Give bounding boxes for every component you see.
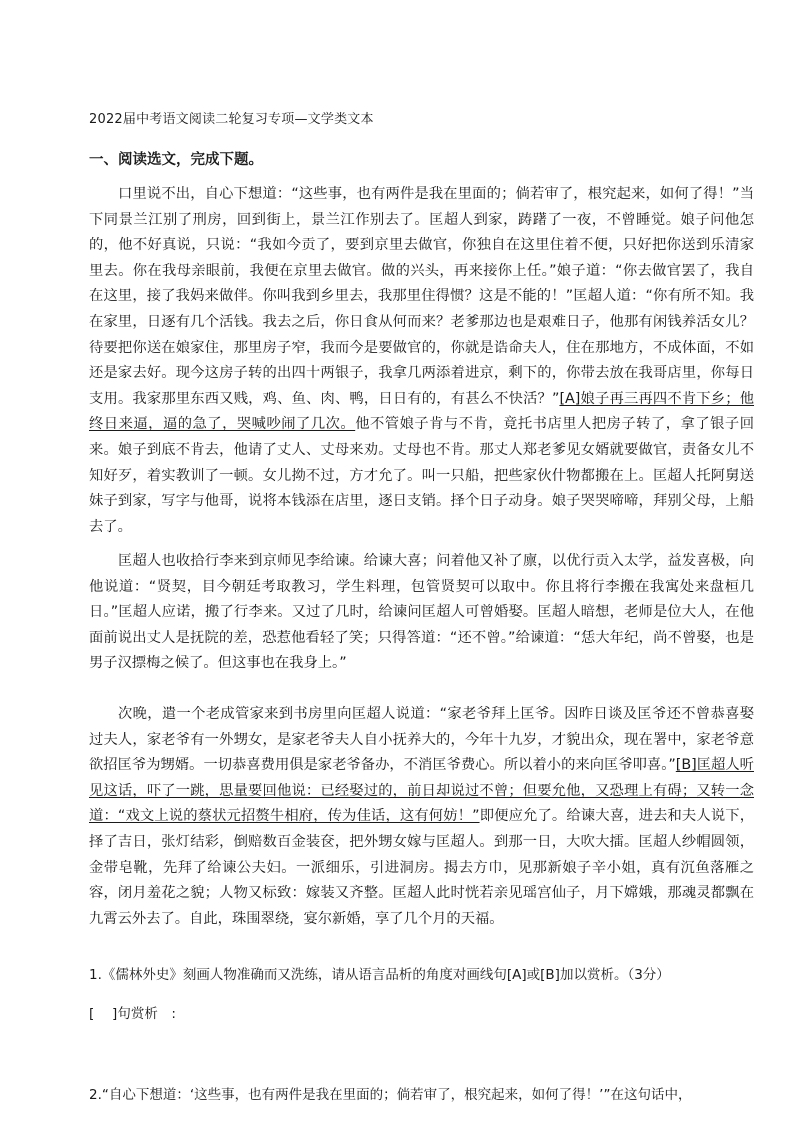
section-heading: 一、阅读选文，完成下题。 [89,152,263,168]
paragraph-3-text-b: 即便应允了。给谏大喜，进去和夫人说下，择了吉日，张灯结彩，倒赔数百金装奁，把外甥女嫁与匡超人。到那一日，大吹大擂。匡超人纱帽圆领，金带皂靴，先拜了给谏公夫妇。一派细乐，引进洞房。揭去方巾，见那新娘子辛小姐，真有沉鱼落雁之容，闭月羞花之貌；人物又标致：嫁装又齐整。匡超人此时恍若亲见瑶宫仙子，月下嫦娥，那魂灵都飘在九霄云外去了。自此，珠围翠绕，宴尔新婚，享了几个月的天福。 [89,808,755,927]
paragraph-1-text-a: 口里说不出，自心下想道：“这些事，也有两件是我在里面的；倘若审了，根究起来，如何了得！”当下同景兰江别了刑房，回到街上，景兰江作别去了。匡超人到家，踌躇了一夜，不曾睡觉。娘子问他怎的，他不好真说，只说：“我如今贡了，要到京里去做官，你独自在这里住着不便，只好把你送到乐清家里去。你在我母亲眼前，我便在京里去做官。做的兴头，再来接你上任。”娘子道：“你去做官罢了，我自在这里，接了我妈来做伴。你叫我到乡里去，我那里住得惯？这是不能的！”匡超人道：“你有所不知。我在家里，日逐有几个活钱。我去之后，你日食从何而来？老爹那边也是艰难日子，他那有闲钱养活女儿？待要把你送在娘家住，那里房子窄，我而今是要做官的，你就是诰命夫人，住在那地方，不成体面，不如还是家去好。现今这房子转的出四十两银子，我拿几两添着进京，剩下的，你带去放在我哥店里，你每日支用。我家那里东西又贱，鸡、鱼、肉、鸭，日日有的，有甚么不快活？” [89,186,754,407]
underlined-sentence-a: [A]娘子再三再四不肯下乡；他终日来逼，逼的急了，哭喊吵闹了几次。 [89,390,755,433]
question-1-answer-line: [ ]句赏析 : [89,1006,176,1022]
question-2: 2.“自心下想道：‘这些事，也有两件是我在里面的；倘若审了，根究起来，如何了得！’”在这句话中， [89,1087,692,1103]
paragraph-1-text-b: 他不管娘子肯与不肯，竟托书店里人把房子转了，拿了银子回来。娘子到底不肯去，他请了丈人、丈母来劝。丈母也不肯。那丈人郑老爹见女婿就要做官，责备女儿不知好歹，着实教训了一顿。女儿拗不过，方才允了。叫一只船，把些家伙什物都搬在上。匡超人托阿舅送妹子到家，写字与他哥，说将本钱添在店里，逐日支销。择个日子动身。娘子哭哭啼啼，拜别父母，上船去了。 [89,416,755,535]
question-1: 1.《儒林外史》刻画人物准确而又洗练，请从语言品析的角度对画线句[A]或[B]加以赏析。（3分） [89,967,670,983]
paragraph-2: 匡超人也收拾行李来到京师见李给谏。给谏大喜；问着他又补了廪，以优行贡入太学，益发喜极，向他说道：“贤契，目今朝廷考取教习，学生料理，包管贤契可以取中。你且将行李搬在我寓处来盘桓几日。”匡超人应诺，搬了行李来。又过了几时，给谏问匡超人可曾婚娶。匡超人暗想，老师是位大人，在他面前说出丈人是抚院的差，恐惹他看轻了笑；只得答道：“还不曾。”给谏道：“恁大年纪，尚不曾娶，也是男子汉摽梅之候了。但这事也在我身上。” [89,553,754,672]
paragraph-3-text-a: 次晚，遣一个老成管家来到书房里向匡超人说道：“家老爷拜上匡爷。因昨日谈及匡爷还不曾恭喜娶过夫人，家老爷有一外甥女，是家老爷夫人自小抚养大的，今年十九岁，才貌出众，现在署中，家老爷意欲招匡爷为甥婿。一切恭喜费用俱是家老爷备办，不消匡爷费心。所以着小的来向匡爷叩喜。” [89,706,754,774]
underlined-sentence-b: [B]匡超人听见这话，吓了一跳，思量要回他说：已经娶过的，前日却说过不曾；但要允他，又恐理上有碍；又转一念道：“戏文上说的蔡状元招赘牛相府，传为佳话，这有何妨！” [89,757,754,825]
paragraph-3 [89,702,754,932]
paragraph-1 [89,182,754,540]
document-title: 2022届中考语文阅读二轮复习专项—文学类文本 [89,112,374,127]
